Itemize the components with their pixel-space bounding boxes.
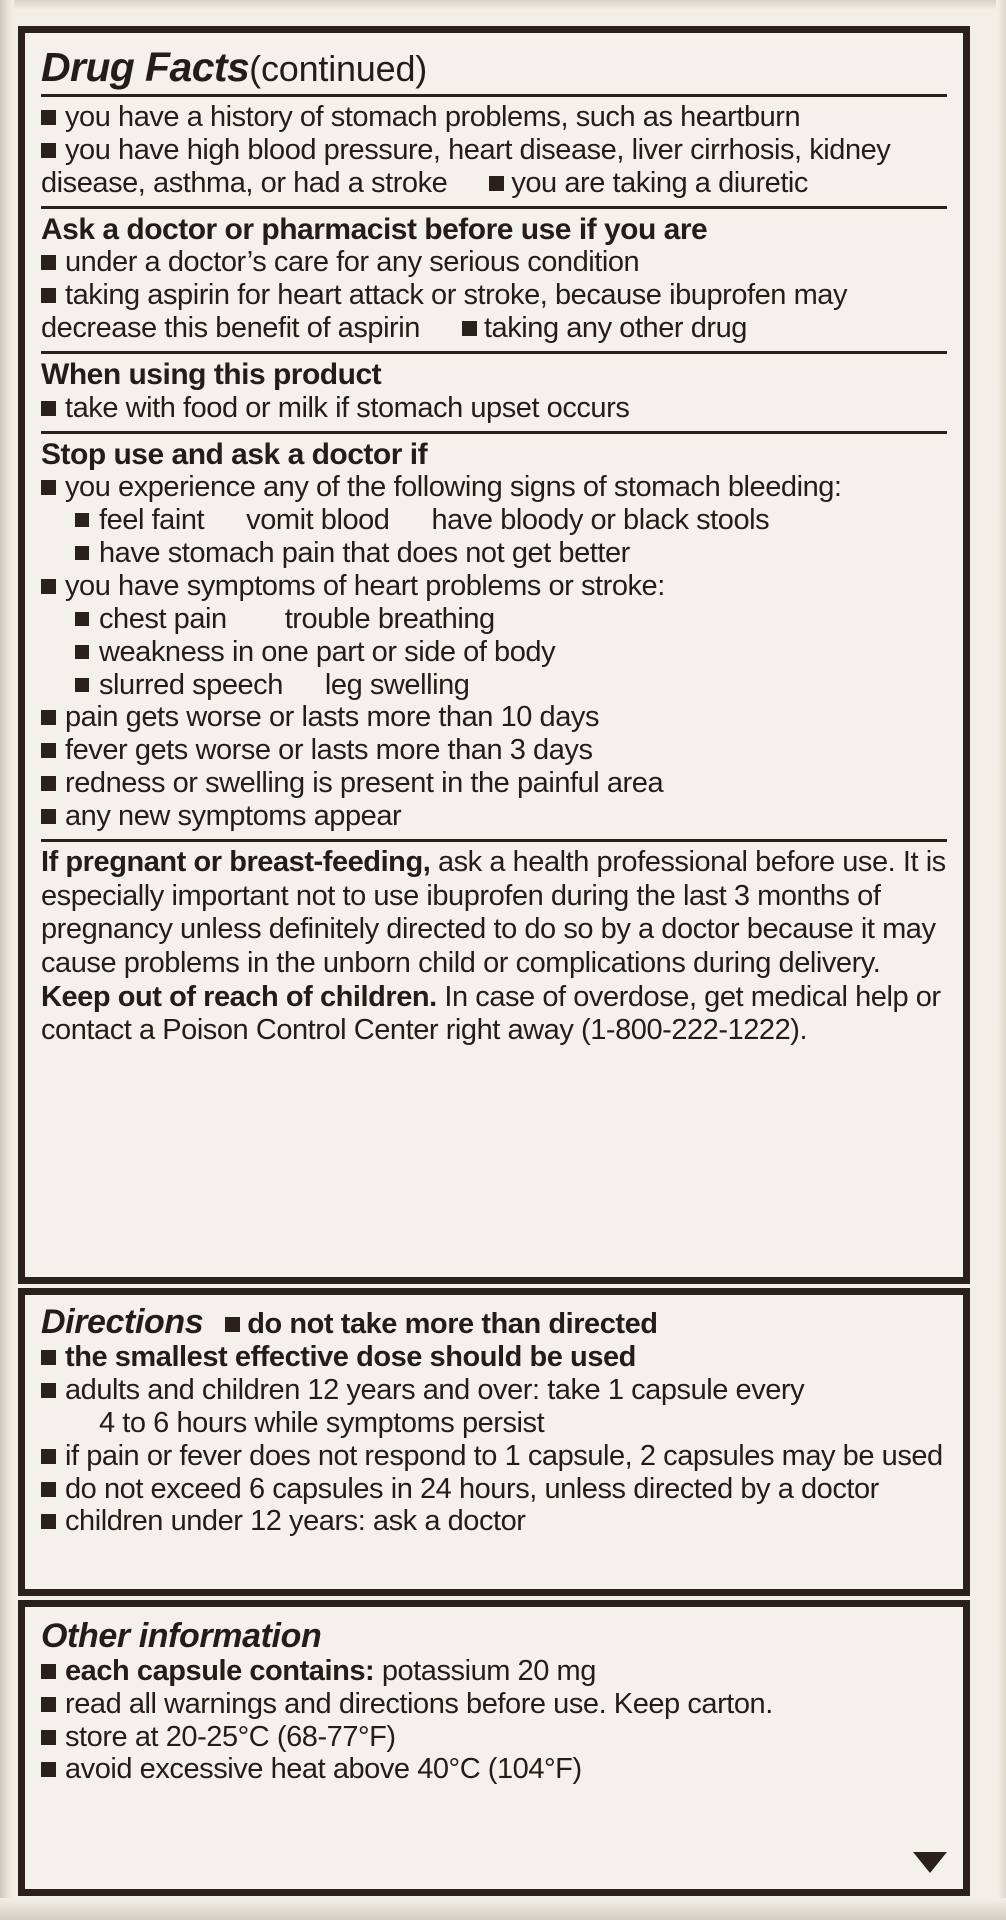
- square-bullet-icon: [41, 1350, 56, 1365]
- square-bullet-icon: [225, 1317, 240, 1332]
- square-bullet-icon: [75, 546, 89, 560]
- stop-use-text: you experience any of the following signs of stomach bleeding:: [65, 471, 842, 504]
- pregnancy-line-3: pregnancy unless definitely directed to do so by a doctor because it may: [41, 913, 936, 946]
- heart-sign-trouble-breathing: trouble breathing: [284, 602, 495, 635]
- pregnancy-paragraph: [41, 846, 947, 981]
- directions-text: children under 12 years: ask a doctor: [65, 1505, 526, 1538]
- drug-facts-title-continued: (continued): [249, 48, 428, 89]
- down-triangle-arrow-icon: [913, 1852, 947, 1873]
- ask-bullet-aspirin: [41, 279, 947, 312]
- other-bullet-store-temperature: [41, 1721, 947, 1754]
- heart-sign-row-1: [41, 603, 947, 636]
- square-bullet-icon: [41, 1449, 56, 1464]
- other-information-panel: [18, 1600, 970, 1896]
- directions-bullet-smallest-dose: [41, 1341, 947, 1374]
- square-bullet-icon: [41, 710, 56, 725]
- directions-text-cont: 4 to 6 hours while symptoms persist: [99, 1406, 545, 1439]
- when-using-bullet-food-milk: [41, 392, 947, 425]
- heart-sign-weakness: weakness in one part or side of body: [99, 635, 556, 668]
- bleeding-sign-vomit-blood: vomit blood: [246, 504, 390, 537]
- square-bullet-icon: [41, 255, 56, 270]
- directions-panel: [18, 1288, 970, 1596]
- other-information-heading: Other information: [41, 1617, 322, 1655]
- directions-text: do not exceed 6 capsules in 24 hours, unless directed by a doctor: [65, 1472, 879, 1505]
- ask-text: under a doctor’s care for any serious condition: [65, 246, 640, 279]
- warning-text: you have a history of stomach problems, such as heartburn: [65, 101, 801, 133]
- directions-bullet-adults: [41, 1374, 947, 1407]
- drug-facts-title-main: Drug Facts: [41, 44, 250, 90]
- square-bullet-icon: [41, 809, 56, 824]
- square-bullet-icon: [41, 743, 56, 758]
- square-bullet-icon: [41, 1697, 56, 1712]
- directions-bullet-adults-wrap: [41, 1407, 947, 1440]
- directions-text: do not take more than directed: [247, 1308, 658, 1340]
- bleeding-sign-stomach-pain: have stomach pain that does not get better: [99, 536, 630, 569]
- stop-use-bullet-new-symptoms: [41, 800, 947, 833]
- square-bullet-icon: [75, 678, 89, 692]
- other-bullet-read-all-warnings: [41, 1688, 947, 1721]
- capsule-contains-label: each capsule contains:: [65, 1654, 375, 1687]
- directions-bullet-not-more-than-directed: [225, 1308, 657, 1341]
- warning-text-cont: disease, asthma, or had a stroke: [41, 166, 448, 199]
- square-bullet-icon: [41, 1664, 56, 1679]
- square-bullet-icon: [41, 1482, 56, 1497]
- when-using-divider: [41, 351, 947, 354]
- ask-text: taking aspirin for heart attack or stroke, because ibuprofen may: [65, 279, 848, 312]
- when-using-heading: When using this product: [41, 358, 382, 392]
- when-using-text: take with food or milk if stomach upset occurs: [65, 391, 630, 424]
- square-bullet-icon: [41, 1730, 56, 1745]
- other-bullet-capsule-contains: [41, 1655, 947, 1688]
- warning-bullet-conditions: [41, 134, 947, 167]
- pregnancy-line-2: is especially important not to use ibuprofen during the last 3 months of: [41, 846, 946, 912]
- square-bullet-icon: [41, 401, 56, 416]
- ask-bullet-serious-condition: [41, 246, 947, 279]
- stop-use-bullet-heart-stroke: [41, 570, 947, 603]
- directions-bullet-children: [41, 1505, 947, 1538]
- square-bullet-icon: [41, 1762, 56, 1777]
- warning-text: you have high blood pressure, heart disease, liver cirrhosis, kidney: [65, 133, 891, 166]
- pregnancy-divider: [41, 839, 947, 842]
- square-bullet-icon: [75, 645, 89, 659]
- pregnancy-line-4: cause problems in the unborn child or complications during delivery.: [41, 946, 881, 979]
- stop-use-bullet-bleeding: [41, 471, 947, 504]
- other-bullet-avoid-heat: [41, 1753, 947, 1786]
- stop-use-bullet-pain-10-days: [41, 701, 947, 734]
- stop-use-text: pain gets worse or lasts more than 10 days: [65, 701, 599, 734]
- heart-sign-chest-pain: chest pain: [99, 602, 227, 635]
- directions-text: the smallest effective dose should be used: [65, 1340, 636, 1373]
- square-bullet-icon: [75, 513, 89, 527]
- directions-text: adults and children 12 years and over: take 1 capsule every: [65, 1373, 805, 1406]
- stop-use-text: any new symptoms appear: [65, 800, 402, 833]
- carton-top-edge: [0, 0, 1006, 10]
- ask-text-other-drug: taking any other drug: [483, 312, 747, 345]
- warning-text-diuretic: you are taking a diuretic: [511, 166, 808, 199]
- keep-out-of-reach-line-1: In case of overdose, get medical help: [444, 980, 909, 1013]
- directions-text: if pain or fever does not respond to 1 capsule, 2 capsules may be used: [65, 1439, 943, 1472]
- title-divider: [41, 94, 947, 97]
- stop-use-text: you have symptoms of heart problems or stroke:: [65, 569, 665, 602]
- bleeding-sign-black-stools: have bloody or black stools: [431, 504, 770, 537]
- heart-sign-slurred-speech: slurred speech: [99, 668, 283, 701]
- square-bullet-icon: [41, 110, 56, 125]
- heart-sign-leg-swelling: leg swelling: [324, 668, 470, 701]
- bleeding-sign-feel-faint: feel faint: [99, 504, 205, 537]
- carton-bottom-edge: [0, 1898, 1006, 1920]
- keep-out-of-reach-paragraph: [41, 981, 947, 1048]
- square-bullet-icon: [41, 480, 56, 495]
- warning-bullet-stomach-history: [41, 101, 947, 134]
- bleeding-sign-row-1: [41, 504, 947, 537]
- stop-use-heading: Stop use and ask a doctor if: [41, 437, 428, 471]
- ask-doctor-divider: [41, 206, 947, 209]
- stop-use-bullet-fever-3-days: [41, 734, 947, 767]
- ask-bullet-aspirin-wrap: [41, 312, 947, 345]
- other-text: store at 20-25°C (68-77°F): [65, 1720, 396, 1753]
- bleeding-sign-row-2: [41, 537, 947, 570]
- stop-use-text: fever gets worse or lasts more than 3 days: [65, 734, 593, 767]
- square-bullet-icon: [462, 321, 477, 336]
- carton-right-edge: [996, 0, 1006, 1920]
- keep-out-of-reach-line-2: or contact a Poison Control Center right away (1-800-222-1222).: [41, 980, 941, 1047]
- square-bullet-icon: [75, 612, 89, 626]
- directions-bullet-if-pain: [41, 1440, 947, 1473]
- ask-text-cont: decrease this benefit of aspirin: [41, 312, 420, 345]
- capsule-contains-value: potassium 20 mg: [381, 1654, 596, 1687]
- heart-sign-row-2: [41, 636, 947, 669]
- square-bullet-icon: [41, 288, 56, 303]
- stop-use-divider: [41, 431, 947, 434]
- other-text: avoid excessive heat above 40°C (104°F): [65, 1753, 582, 1786]
- square-bullet-icon: [489, 176, 504, 191]
- pregnancy-line-1: ask a health professional before use. It: [437, 846, 919, 879]
- directions-heading: Directions: [41, 1303, 204, 1341]
- pregnancy-lead-bold: If pregnant or breast-feeding,: [41, 846, 431, 879]
- stop-use-text: redness or swelling is present in the painful area: [65, 767, 664, 800]
- square-bullet-icon: [41, 1383, 56, 1398]
- stop-use-bullet-redness-swelling: [41, 767, 947, 800]
- heart-sign-row-3: [41, 669, 947, 702]
- square-bullet-icon: [41, 1514, 56, 1529]
- square-bullet-icon: [41, 776, 56, 791]
- warning-bullet-conditions-wrap: [41, 167, 947, 200]
- drug-facts-title: [41, 33, 947, 88]
- square-bullet-icon: [41, 579, 56, 594]
- ask-doctor-pharmacist-heading: Ask a doctor or pharmacist before use if you are: [41, 212, 708, 246]
- directions-bullet-not-exceed: [41, 1473, 947, 1506]
- other-text: read all warnings and directions before use. Keep carton.: [65, 1687, 773, 1720]
- directions-heading-row: [41, 1295, 947, 1341]
- keep-out-of-reach-lead-bold: Keep out of reach of children.: [41, 980, 437, 1013]
- square-bullet-icon: [41, 143, 56, 158]
- carton-left-edge: [0, 0, 14, 1920]
- warnings-panel: [18, 26, 970, 1284]
